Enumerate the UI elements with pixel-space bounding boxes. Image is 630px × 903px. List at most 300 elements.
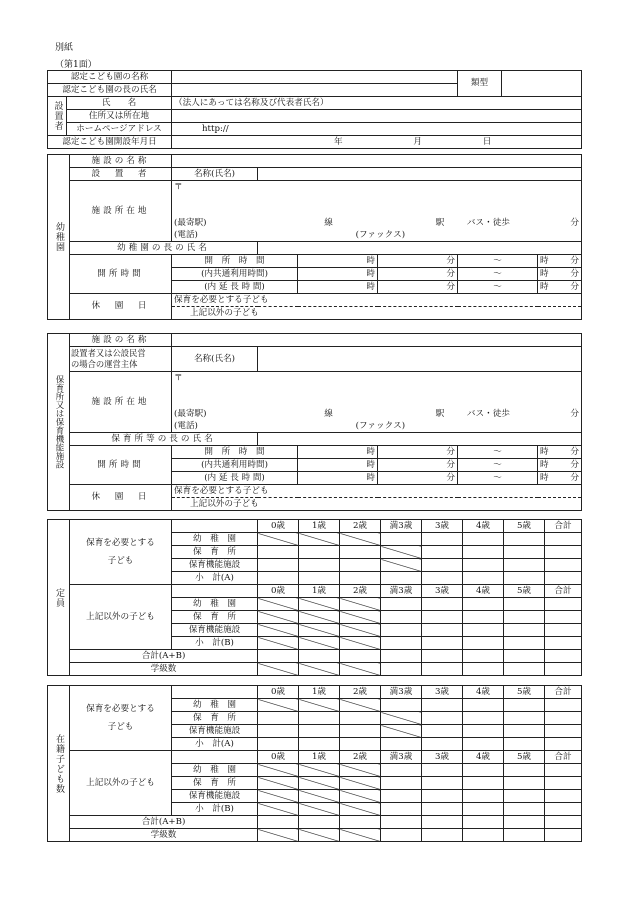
- enr-b-age-1: 1歳: [299, 751, 340, 764]
- enr-b-sub-2-disabled: [340, 803, 381, 816]
- cap-classes-total[interactable]: [545, 663, 582, 676]
- cap-classes-1-disabled: [299, 663, 340, 676]
- enr-need-care-line2: 子ども: [107, 722, 134, 732]
- cap-a-kg-3m[interactable]: [381, 533, 422, 546]
- enr-a-sub-1[interactable]: [299, 738, 340, 751]
- cap-classes-label: 学級数: [70, 663, 258, 676]
- top-info-table: [47, 70, 582, 149]
- kg-common-end[interactable]: [538, 268, 582, 281]
- ns-common-end[interactable]: [538, 459, 582, 472]
- enr-b-ns-0-disabled: [258, 777, 299, 790]
- cap-need-care-label: [70, 520, 172, 585]
- enr-b-kind-kindergarten: 幼 稚 園: [172, 764, 258, 777]
- day-unit: 日: [482, 136, 492, 147]
- ns-director-label: 保育所等の長の氏名: [70, 433, 258, 446]
- cap-total-3[interactable]: [422, 650, 463, 663]
- cap-a-sub-3[interactable]: [422, 572, 463, 585]
- enr-a-header-blank: [172, 686, 258, 699]
- cap-b-sub-1-disabled: [299, 637, 340, 650]
- cap-a-fc-1[interactable]: [299, 559, 340, 572]
- cap-b-fc-4[interactable]: [463, 624, 504, 637]
- founder-name-note[interactable]: （法人にあっては名称及び代表者氏名）: [172, 97, 582, 110]
- enr-b-kg-4[interactable]: [463, 764, 504, 777]
- enr-classes-3[interactable]: [422, 829, 463, 842]
- enr-a-fc-3m-disabled: [381, 725, 422, 738]
- cap-classes-3[interactable]: [422, 663, 463, 676]
- ns-holiday-need-care[interactable]: 保育を必要とする子ども: [172, 485, 582, 498]
- ns-location-label: 施設所在地: [70, 372, 172, 433]
- enr-b-ns-4[interactable]: [463, 777, 504, 790]
- cap-b-age-0: 0歳: [258, 585, 299, 598]
- ns-common-hour[interactable]: 時: [298, 459, 378, 472]
- kg-minutes-unit: 分: [570, 217, 580, 228]
- enr-classes-0-disabled: [258, 829, 299, 842]
- kg-nearest-station-label: (最寄駅): [174, 217, 207, 228]
- cap-b-kg-3[interactable]: [422, 598, 463, 611]
- ns-hours-common: (内共通利用時間): [172, 459, 298, 472]
- cap-total-5[interactable]: [504, 650, 545, 663]
- cap-need-care-line1: 保育を必要とする: [86, 538, 155, 548]
- kg-founder-name-field[interactable]: [258, 168, 582, 181]
- enr-classes-total[interactable]: [545, 829, 582, 842]
- enr-a-kind-kindergarten: 幼 稚 園: [172, 699, 258, 712]
- director-name-label: 認定こども園の長の氏名: [48, 84, 172, 97]
- enr-b-age-0: 0歳: [258, 751, 299, 764]
- cap-b-ns-1-disabled: [299, 611, 340, 624]
- enr-a-fc-total[interactable]: [545, 725, 582, 738]
- kindergarten-section-label: 幼稚園: [48, 155, 70, 320]
- enr-a-fc-3[interactable]: [422, 725, 463, 738]
- cap-total-2[interactable]: [340, 650, 381, 663]
- enr-a-age-3m: 満3歳: [381, 686, 422, 699]
- cap-b-ns-4[interactable]: [463, 611, 504, 624]
- ns-ext-end[interactable]: [538, 472, 582, 485]
- ns-ext-end-minute: 分: [570, 472, 580, 483]
- cap-b-kg-0-disabled: [258, 598, 299, 611]
- enr-a-kg-4[interactable]: [463, 699, 504, 712]
- ns-phone-line[interactable]: [172, 420, 582, 433]
- month-unit: 月: [413, 136, 422, 147]
- cap-classes-4[interactable]: [463, 663, 504, 676]
- cap-b-age-4: 4歳: [463, 585, 504, 598]
- enr-b-sub-5[interactable]: [504, 803, 545, 816]
- kg-name-label: 施設の名称: [70, 155, 172, 168]
- cap-b-ns-3m[interactable]: [381, 611, 422, 624]
- ns-location-blank-1[interactable]: [172, 384, 582, 396]
- cap-b-ns-3[interactable]: [422, 611, 463, 624]
- cap-a-sub-5[interactable]: [504, 572, 545, 585]
- cap-b-sub-5[interactable]: [504, 637, 545, 650]
- enr-total-5[interactable]: [504, 816, 545, 829]
- enr-b-ns-2-disabled: [340, 777, 381, 790]
- kg-holiday-need-care[interactable]: 保育を必要とする子ども: [172, 294, 582, 307]
- kg-hours-label: 開所時間: [70, 255, 172, 294]
- cap-a-ns-0[interactable]: [258, 546, 299, 559]
- cap-b-kg-1-disabled: [299, 598, 340, 611]
- kg-ext-end[interactable]: [538, 281, 582, 294]
- ns-location-blank-2[interactable]: [172, 396, 582, 408]
- ns-name-label: 施設の名称: [70, 334, 172, 347]
- kg-open-end-hour: 時: [540, 255, 549, 266]
- ns-founder-label-line2: の場合の運営主体: [71, 359, 138, 369]
- cap-classes-0-disabled: [258, 663, 299, 676]
- kg-common-hour[interactable]: 時: [298, 268, 378, 281]
- cap-a-ns-1[interactable]: [299, 546, 340, 559]
- enr-b-sub-4[interactable]: [463, 803, 504, 816]
- enr-classes-4[interactable]: [463, 829, 504, 842]
- enr-b-fc-1-disabled: [299, 790, 340, 803]
- enr-a-age-2: 2歳: [340, 686, 381, 699]
- enr-a-kg-total[interactable]: [545, 699, 582, 712]
- kg-common-end-hour: 時: [540, 268, 549, 279]
- ns-ext-tilde: ～: [458, 472, 538, 485]
- kg-ext-minute[interactable]: 分: [378, 281, 458, 294]
- enr-a-kg-5[interactable]: [504, 699, 545, 712]
- kg-location-blank-1[interactable]: [172, 193, 582, 205]
- enr-a-kg-3m[interactable]: [381, 699, 422, 712]
- cap-a-sub-3m[interactable]: [381, 572, 422, 585]
- enr-total-3[interactable]: [422, 816, 463, 829]
- enr-a-age-total: 合計: [545, 686, 582, 699]
- enr-a-fc-2[interactable]: [340, 725, 381, 738]
- cap-a-fc-2[interactable]: [340, 559, 381, 572]
- cap-a-fc-0[interactable]: [258, 559, 299, 572]
- ns-hours-extended: (内 延 長 時 間): [172, 472, 298, 485]
- enr-a-ns-1[interactable]: [299, 712, 340, 725]
- cap-a-kg-1-disabled: [299, 533, 340, 546]
- cap-total-sum[interactable]: [545, 650, 582, 663]
- cap-b-fc-3[interactable]: [422, 624, 463, 637]
- enr-b-age-5: 5歳: [504, 751, 545, 764]
- enr-a-sub-2[interactable]: [340, 738, 381, 751]
- enr-a-age-4: 4歳: [463, 686, 504, 699]
- enr-a-kind-facility: 保育機能施設: [172, 725, 258, 738]
- ns-founder-label-line1: 設置者又は公設民営: [71, 348, 146, 358]
- kg-ext-hour[interactable]: 時: [298, 281, 378, 294]
- cap-total-4[interactable]: [463, 650, 504, 663]
- enr-b-fc-3m[interactable]: [381, 790, 422, 803]
- enr-a-ns-total[interactable]: [545, 712, 582, 725]
- enr-a-ns-3m-disabled: [381, 712, 422, 725]
- cap-b-age-3m: 満3歳: [381, 585, 422, 598]
- cap-a-age-0: 0歳: [258, 520, 299, 533]
- ns-station-unit: 駅: [435, 408, 445, 419]
- ns-hours-label: 開所時間: [70, 446, 172, 485]
- ns-access-line[interactable]: [172, 408, 582, 420]
- enr-classes-5[interactable]: [504, 829, 545, 842]
- enr-b-header-blank: [172, 751, 258, 764]
- ns-hours-open: 開 所 時 間: [172, 446, 298, 459]
- enr-b-age-4: 4歳: [463, 751, 504, 764]
- enr-a-kg-1-disabled: [299, 699, 340, 712]
- ns-ext-end-hour: 時: [540, 472, 549, 483]
- cap-b-kind-facility: 保育機能施設: [172, 624, 258, 637]
- ns-nearest-station-label: (最寄駅): [174, 408, 207, 419]
- cap-a-fc-total[interactable]: [545, 559, 582, 572]
- enr-b-kind-facility: 保育機能施設: [172, 790, 258, 803]
- enr-b-age-3: 3歳: [422, 751, 463, 764]
- enr-a-kg-2-disabled: [340, 699, 381, 712]
- enr-need-care-label: [70, 686, 172, 751]
- founder-section-label: 設置者: [48, 97, 67, 136]
- enr-classes-3m[interactable]: [381, 829, 422, 842]
- cap-b-ns-5[interactable]: [504, 611, 545, 624]
- enr-a-sub-3m[interactable]: [381, 738, 422, 751]
- enr-total-1[interactable]: [299, 816, 340, 829]
- enr-b-sub-0-disabled: [258, 803, 299, 816]
- cap-a-sub-4[interactable]: [463, 572, 504, 585]
- page-side-label: （第1面）: [55, 60, 97, 70]
- kg-open-end[interactable]: [538, 255, 582, 268]
- enr-b-sub-1-disabled: [299, 803, 340, 816]
- cap-a-fc-5[interactable]: [504, 559, 545, 572]
- enr-b-fc-total[interactable]: [545, 790, 582, 803]
- cap-a-sub-1[interactable]: [299, 572, 340, 585]
- kg-open-tilde: ～: [458, 255, 538, 268]
- kg-location-blank-2[interactable]: [172, 205, 582, 217]
- kg-postal[interactable]: 〒: [172, 181, 582, 194]
- nursery-section-label: 保育所又は保育機能施設: [48, 334, 70, 511]
- kg-ext-tilde: ～: [458, 281, 538, 294]
- cap-b-kg-4[interactable]: [463, 598, 504, 611]
- director-name-field[interactable]: [172, 84, 458, 97]
- cap-b-sub-0-disabled: [258, 637, 299, 650]
- year-unit: 年: [334, 136, 343, 147]
- cap-classes-3m[interactable]: [381, 663, 422, 676]
- cap-a-kg-3[interactable]: [422, 533, 463, 546]
- enr-a-fc-0[interactable]: [258, 725, 299, 738]
- cap-classes-2-disabled: [340, 663, 381, 676]
- ns-founder-label: [70, 347, 172, 372]
- cap-a-kg-total[interactable]: [545, 533, 582, 546]
- cap-a-ns-total[interactable]: [545, 546, 582, 559]
- kindergarten-table: [47, 154, 582, 320]
- enr-b-ns-3[interactable]: [422, 777, 463, 790]
- kg-open-minute[interactable]: 分: [378, 255, 458, 268]
- enr-classes-1-disabled: [299, 829, 340, 842]
- kg-access-line[interactable]: [172, 217, 582, 229]
- cap-a-age-4: 4歳: [463, 520, 504, 533]
- ns-director-field[interactable]: [258, 433, 582, 446]
- enr-a-sub-total[interactable]: [545, 738, 582, 751]
- enr-total-sum[interactable]: [545, 816, 582, 829]
- cap-a-fc-3[interactable]: [422, 559, 463, 572]
- cap-a-ns-4[interactable]: [463, 546, 504, 559]
- ns-common-minute[interactable]: 分: [378, 459, 458, 472]
- kg-director-field[interactable]: [258, 242, 582, 255]
- cap-b-age-2: 2歳: [340, 585, 381, 598]
- cap-b-kind-kindergarten: 幼 稚 園: [172, 598, 258, 611]
- ns-common-tilde: ～: [458, 459, 538, 472]
- cap-b-fc-3m[interactable]: [381, 624, 422, 637]
- enr-a-ns-0[interactable]: [258, 712, 299, 725]
- cap-a-age-5: 5歳: [504, 520, 545, 533]
- enr-b-kg-3m[interactable]: [381, 764, 422, 777]
- facility-name-label: 認定こども園の名称: [48, 71, 172, 84]
- kg-founder-name-label: 名称(氏名): [172, 168, 258, 181]
- enr-a-sub-0[interactable]: [258, 738, 299, 751]
- enr-b-kg-5[interactable]: [504, 764, 545, 777]
- attachment-label: 別紙: [55, 43, 74, 53]
- cap-b-fc-total[interactable]: [545, 624, 582, 637]
- cap-total-label: 合計(A+B): [70, 650, 258, 663]
- cap-b-sub-total[interactable]: [545, 637, 582, 650]
- enr-b-fc-2-disabled: [340, 790, 381, 803]
- kg-founder-label: 設 置 者: [70, 168, 172, 181]
- enr-a-ns-4[interactable]: [463, 712, 504, 725]
- enr-b-age-2: 2歳: [340, 751, 381, 764]
- enr-b-sub-3[interactable]: [422, 803, 463, 816]
- kg-fax-label: (ファックス): [355, 229, 406, 240]
- cap-total-0[interactable]: [258, 650, 299, 663]
- homepage-field[interactable]: http://: [172, 123, 582, 136]
- enr-a-sub-5[interactable]: [504, 738, 545, 751]
- cap-a-ns-5[interactable]: [504, 546, 545, 559]
- kg-ext-end-minute: 分: [570, 281, 580, 292]
- ns-ext-minute[interactable]: 分: [378, 472, 458, 485]
- ns-common-end-hour: 時: [540, 459, 549, 470]
- enr-b-kg-0-disabled: [258, 764, 299, 777]
- cap-a-ns-2[interactable]: [340, 546, 381, 559]
- enr-b-ns-5[interactable]: [504, 777, 545, 790]
- enr-a-age-0: 0歳: [258, 686, 299, 699]
- cap-a-header-blank: [172, 520, 258, 533]
- ns-line-unit: 線: [324, 408, 333, 419]
- cap-total-1[interactable]: [299, 650, 340, 663]
- cap-b-kg-3m[interactable]: [381, 598, 422, 611]
- cap-a-sub-total[interactable]: [545, 572, 582, 585]
- enrolled-section-label: 在籍子ども数: [48, 686, 70, 842]
- enr-a-ns-3[interactable]: [422, 712, 463, 725]
- enr-b-kg-total[interactable]: [545, 764, 582, 777]
- enr-a-kg-3[interactable]: [422, 699, 463, 712]
- enr-b-sub-3m[interactable]: [381, 803, 422, 816]
- enr-total-4[interactable]: [463, 816, 504, 829]
- ns-postal[interactable]: 〒: [172, 372, 582, 385]
- enr-total-label: 合計(A+B): [70, 816, 258, 829]
- enr-b-ns-total[interactable]: [545, 777, 582, 790]
- cap-b-ns-0-disabled: [258, 611, 299, 624]
- kg-holiday-other[interactable]: 上記以外の子ども: [172, 307, 582, 320]
- enr-total-0[interactable]: [258, 816, 299, 829]
- cap-other-label: 上記以外の子ども: [70, 585, 172, 650]
- ns-open-minute[interactable]: 分: [378, 446, 458, 459]
- enr-a-fc-1[interactable]: [299, 725, 340, 738]
- kg-line-unit: 線: [324, 217, 333, 228]
- capacity-section-label: 定員: [48, 520, 70, 676]
- cap-a-ns-3[interactable]: [422, 546, 463, 559]
- ns-bus-walk-label: バス・徒歩: [466, 408, 510, 419]
- ns-open-end-minute: 分: [570, 446, 580, 457]
- cap-b-sub-3m[interactable]: [381, 637, 422, 650]
- enrolled-table: [47, 685, 582, 842]
- cap-b-kg-total[interactable]: [545, 598, 582, 611]
- cap-b-sub-4[interactable]: [463, 637, 504, 650]
- type-field[interactable]: [502, 71, 582, 97]
- enr-b-kg-3[interactable]: [422, 764, 463, 777]
- cap-a-ns-3m-disabled: [381, 546, 422, 559]
- ns-common-end-minute: 分: [570, 459, 580, 470]
- cap-b-sub-3[interactable]: [422, 637, 463, 650]
- enr-b-kg-1-disabled: [299, 764, 340, 777]
- enr-a-ns-2[interactable]: [340, 712, 381, 725]
- ns-open-tilde: ～: [458, 446, 538, 459]
- kg-hours-common: (内共通利用時間): [172, 268, 298, 281]
- enr-a-kind-nursery: 保 育 所: [172, 712, 258, 725]
- address-field[interactable]: [172, 110, 582, 123]
- ns-name-field[interactable]: [172, 334, 582, 347]
- cap-b-age-total: 合計: [545, 585, 582, 598]
- cap-a-kg-5[interactable]: [504, 533, 545, 546]
- ns-open-end[interactable]: [538, 446, 582, 459]
- kg-station-unit: 駅: [435, 217, 445, 228]
- cap-a-fc-4[interactable]: [463, 559, 504, 572]
- ns-holiday-other[interactable]: 上記以外の子ども: [172, 498, 582, 511]
- kg-phone-line[interactable]: [172, 229, 582, 242]
- enr-b-fc-5[interactable]: [504, 790, 545, 803]
- established-label: 認定こども園開設年月日: [48, 136, 172, 149]
- enr-a-fc-5[interactable]: [504, 725, 545, 738]
- cap-b-header-blank: [172, 585, 258, 598]
- capacity-table: [47, 519, 582, 676]
- ns-founder-name-label: 名称(氏名): [172, 347, 258, 372]
- cap-a-fc-3m-disabled: [381, 559, 422, 572]
- enr-b-sub-total[interactable]: [545, 803, 582, 816]
- cap-a-sub-2[interactable]: [340, 572, 381, 585]
- cap-a-kg-4[interactable]: [463, 533, 504, 546]
- enr-a-kg-0-disabled: [258, 699, 299, 712]
- cap-b-fc-5[interactable]: [504, 624, 545, 637]
- enr-b-kind-nursery: 保 育 所: [172, 777, 258, 790]
- cap-b-fc-0-disabled: [258, 624, 299, 637]
- kg-common-minute[interactable]: 分: [378, 268, 458, 281]
- ns-founder-name-field[interactable]: [258, 347, 582, 372]
- kg-hours-extended: (内 延 長 時 間): [172, 281, 298, 294]
- ns-holiday-label: 休 園 日: [70, 485, 172, 511]
- enr-b-fc-0-disabled: [258, 790, 299, 803]
- type-label: 類型: [458, 71, 502, 97]
- enr-b-fc-4[interactable]: [463, 790, 504, 803]
- enr-a-ns-5[interactable]: [504, 712, 545, 725]
- cap-need-care-line2: 子ども: [107, 556, 134, 566]
- enr-b-fc-3[interactable]: [422, 790, 463, 803]
- cap-b-ns-total[interactable]: [545, 611, 582, 624]
- facility-name-field[interactable]: [172, 71, 458, 84]
- enr-a-sub-4[interactable]: [463, 738, 504, 751]
- kg-hours-open: 開 所 時 間: [172, 255, 298, 268]
- ns-ext-hour[interactable]: 時: [298, 472, 378, 485]
- enr-classes-label: 学級数: [70, 829, 258, 842]
- cap-b-fc-2-disabled: [340, 624, 381, 637]
- cap-a-sub-0[interactable]: [258, 572, 299, 585]
- established-date-field[interactable]: [172, 136, 582, 149]
- enr-a-sub-3[interactable]: [422, 738, 463, 751]
- address-label: 住所又は所在地: [67, 110, 172, 123]
- cap-classes-5[interactable]: [504, 663, 545, 676]
- kg-name-field[interactable]: [172, 155, 582, 168]
- ns-phone-label: (電話): [174, 420, 198, 431]
- enr-total-2[interactable]: [340, 816, 381, 829]
- enr-a-fc-4[interactable]: [463, 725, 504, 738]
- enr-b-ns-3m[interactable]: [381, 777, 422, 790]
- cap-b-age-5: 5歳: [504, 585, 545, 598]
- enr-b-subtotal-label: 小 計(B): [172, 803, 258, 816]
- ns-open-hour[interactable]: 時: [298, 446, 378, 459]
- cap-b-kg-5[interactable]: [504, 598, 545, 611]
- cap-total-3m[interactable]: [381, 650, 422, 663]
- enr-total-3m[interactable]: [381, 816, 422, 829]
- kg-open-hour[interactable]: 時: [298, 255, 378, 268]
